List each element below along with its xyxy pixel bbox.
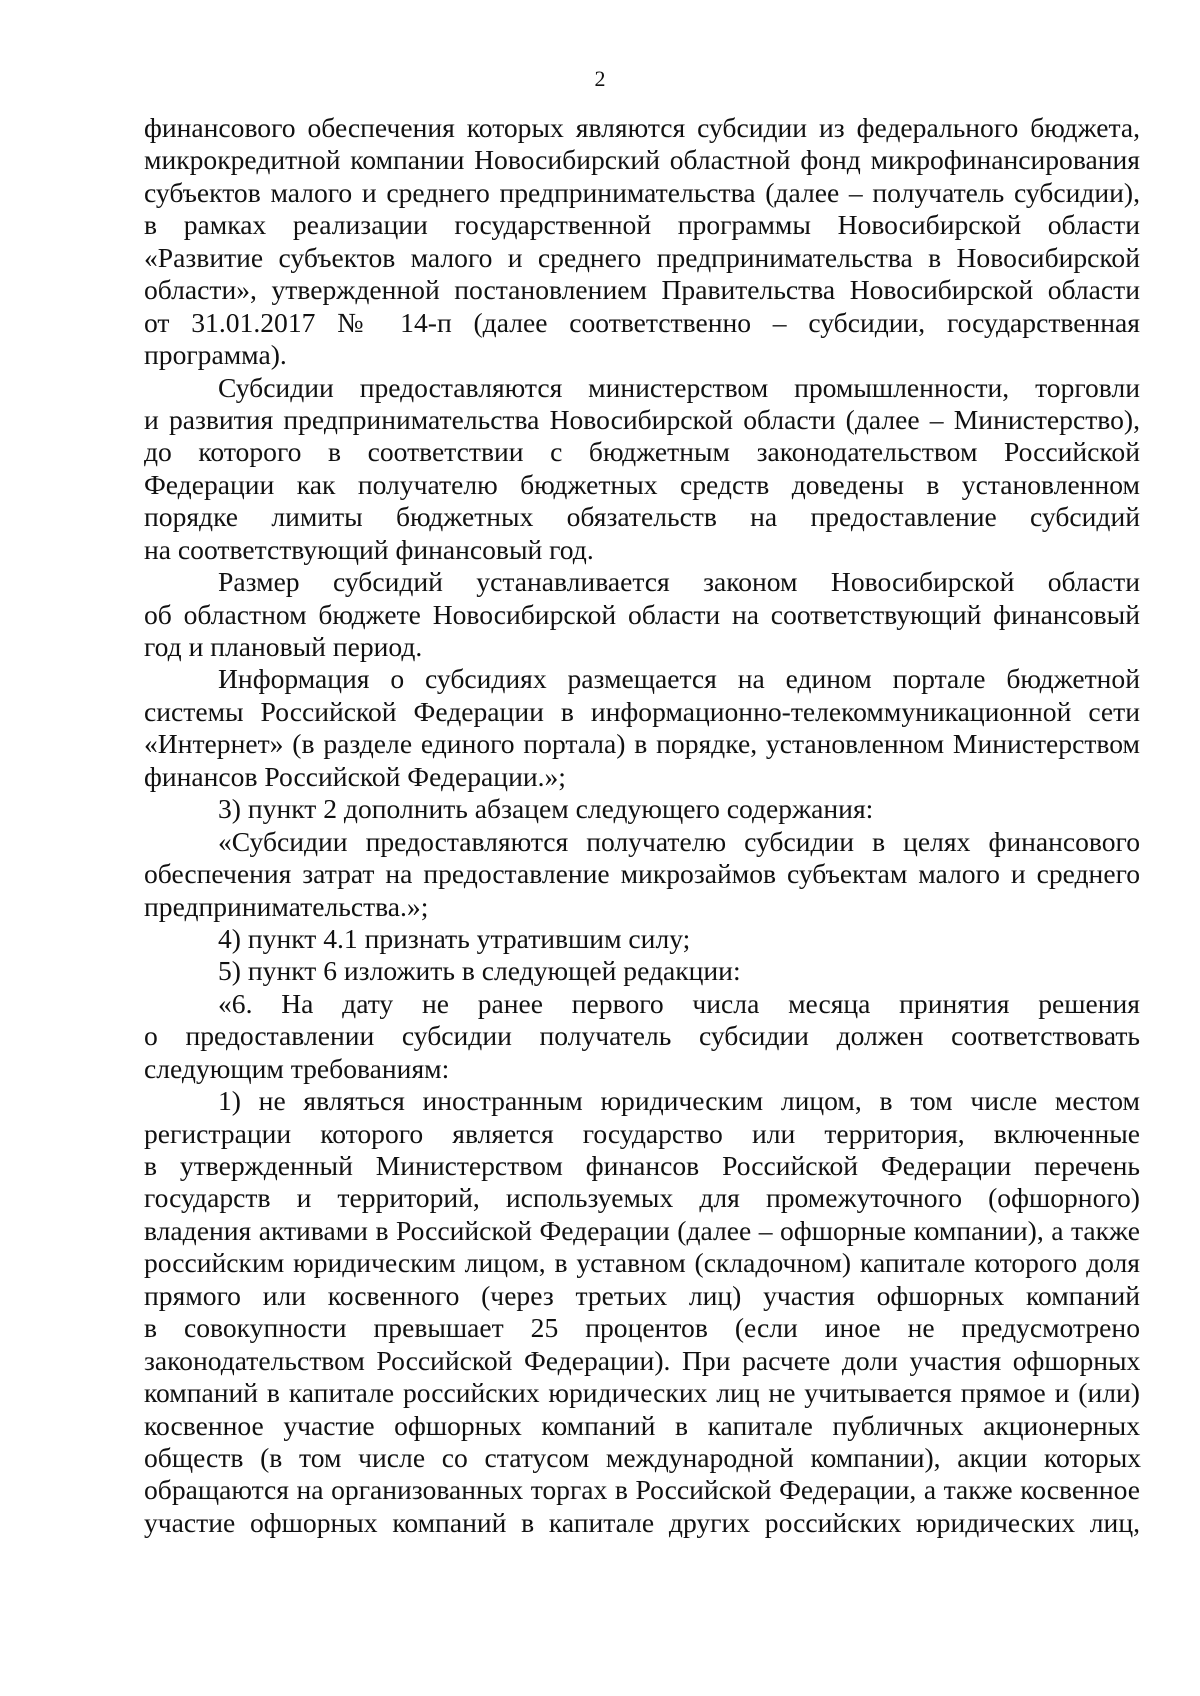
text-line: законодательством Российской Федерации). При расчете доли участия офшорных xyxy=(144,1344,1140,1376)
text-line: Информация о субсидиях размещается на едином портале бюджетной xyxy=(218,663,1140,695)
text-line: от 31.01.2017 № 14-п (далее соответственно – субсидии, государственная xyxy=(144,306,1140,338)
text-line: обращаются на организованных торгах в Российской Федерации, а также косвенное xyxy=(144,1474,1140,1506)
text-line: владения активами в Российской Федерации (далее – офшорные компании), а также xyxy=(144,1214,1140,1246)
text-line: Субсидии предоставляются министерством промышленности, торговли xyxy=(218,371,1140,403)
text-line: до которого в соответствии с бюджетным законодательством Российской xyxy=(144,436,1140,468)
text-line: предпринимательства.»; xyxy=(144,890,429,922)
text-line: об областном бюджете Новосибирской области на соответствующий финансовый xyxy=(144,598,1140,630)
page-number: 2 xyxy=(594,66,606,91)
text-line: компаний в капитале российских юридических лиц не учитывается прямое и (или) xyxy=(144,1377,1140,1409)
text-line: обеспечения затрат на предоставление микрозаймов субъектам малого и среднего xyxy=(144,858,1140,890)
text-line: и развития предпринимательства Новосибирской области (далее – Министерство), xyxy=(144,403,1140,435)
text-line: программа). xyxy=(144,339,287,371)
text-line: микрокредитной компании Новосибирский областной фонд микрофинансирования xyxy=(144,144,1140,176)
text-line: порядке лимиты бюджетных обязательств на предоставление субсидий xyxy=(144,501,1140,533)
text-line: системы Российской Федерации в информационно-телекоммуникационной сети xyxy=(144,695,1140,727)
text-line: Размер субсидий устанавливается законом Новосибирской области xyxy=(218,566,1140,598)
text-line: о предоставлении субсидии получатель субсидии должен соответствовать xyxy=(144,1020,1140,1052)
text-line: участие офшорных компаний в капитале других российских юридических лиц, xyxy=(144,1506,1140,1538)
text-line: в утвержденный Министерством финансов Российской Федерации перечень xyxy=(144,1150,1140,1181)
text-line: 5) пункт 6 изложить в следующей редакции: xyxy=(218,955,741,987)
text-line: 3) пункт 2 дополнить абзацем следующего содержания: xyxy=(218,793,874,825)
document-body xyxy=(144,112,1140,1539)
text-line: «6. На дату не ранее первого числа месяца принятия решения xyxy=(218,987,1140,1019)
text-line: в рамках реализации государственной программы Новосибирской области xyxy=(144,209,1140,241)
text-line: финансов Российской Федерации.»; xyxy=(144,760,566,792)
text-line: области», утвержденной постановлением Правительства Новосибирской области xyxy=(144,274,1140,306)
text-line: регистрации которого является государство или территория, включенные xyxy=(144,1117,1140,1149)
text-line: косвенное участие офшорных компаний в капитале публичных акционерных xyxy=(144,1409,1140,1441)
text-line: 4) пункт 4.1 признать утратившим силу; xyxy=(218,922,691,954)
text-line: субъектов малого и среднего предпринимательства (далее – получатель субсидии), xyxy=(144,176,1140,208)
text-line: «Интернет» (в разделе единого портала) в порядке, установленном Министерством xyxy=(144,728,1140,760)
text-line: год и плановый период. xyxy=(144,631,423,662)
text-line: прямого или косвенного (через третьих лиц) участия офшорных компаний xyxy=(144,1279,1140,1311)
text-line: 1) не являться иностранным юридическим лицом, в том числе местом xyxy=(218,1085,1140,1117)
text-line: государств и территорий, используемых для промежуточного (офшорного) xyxy=(144,1182,1140,1214)
text-line: российским юридическим лицом, в уставном (складочном) капитале которого доля xyxy=(144,1247,1140,1279)
text-line: «Субсидии предоставляются получателю субсидии в целях финансового xyxy=(218,825,1140,857)
text-line: следующим требованиям: xyxy=(144,1052,450,1084)
text-line: «Развитие субъектов малого и среднего предпринимательства в Новосибирской xyxy=(144,241,1140,273)
text-line: финансового обеспечения которых являются субсидии из федерального бюджета, xyxy=(144,112,1140,143)
text-line: Федерации как получателю бюджетных средств доведены в установленном xyxy=(144,468,1140,500)
text-line: обществ (в том числе со статусом международной компании), акции которых xyxy=(144,1441,1140,1473)
text-line: в совокупности превышает 25 процентов (если иное не предусмотрено xyxy=(144,1312,1140,1344)
text-line: на соответствующий финансовый год. xyxy=(144,533,594,565)
